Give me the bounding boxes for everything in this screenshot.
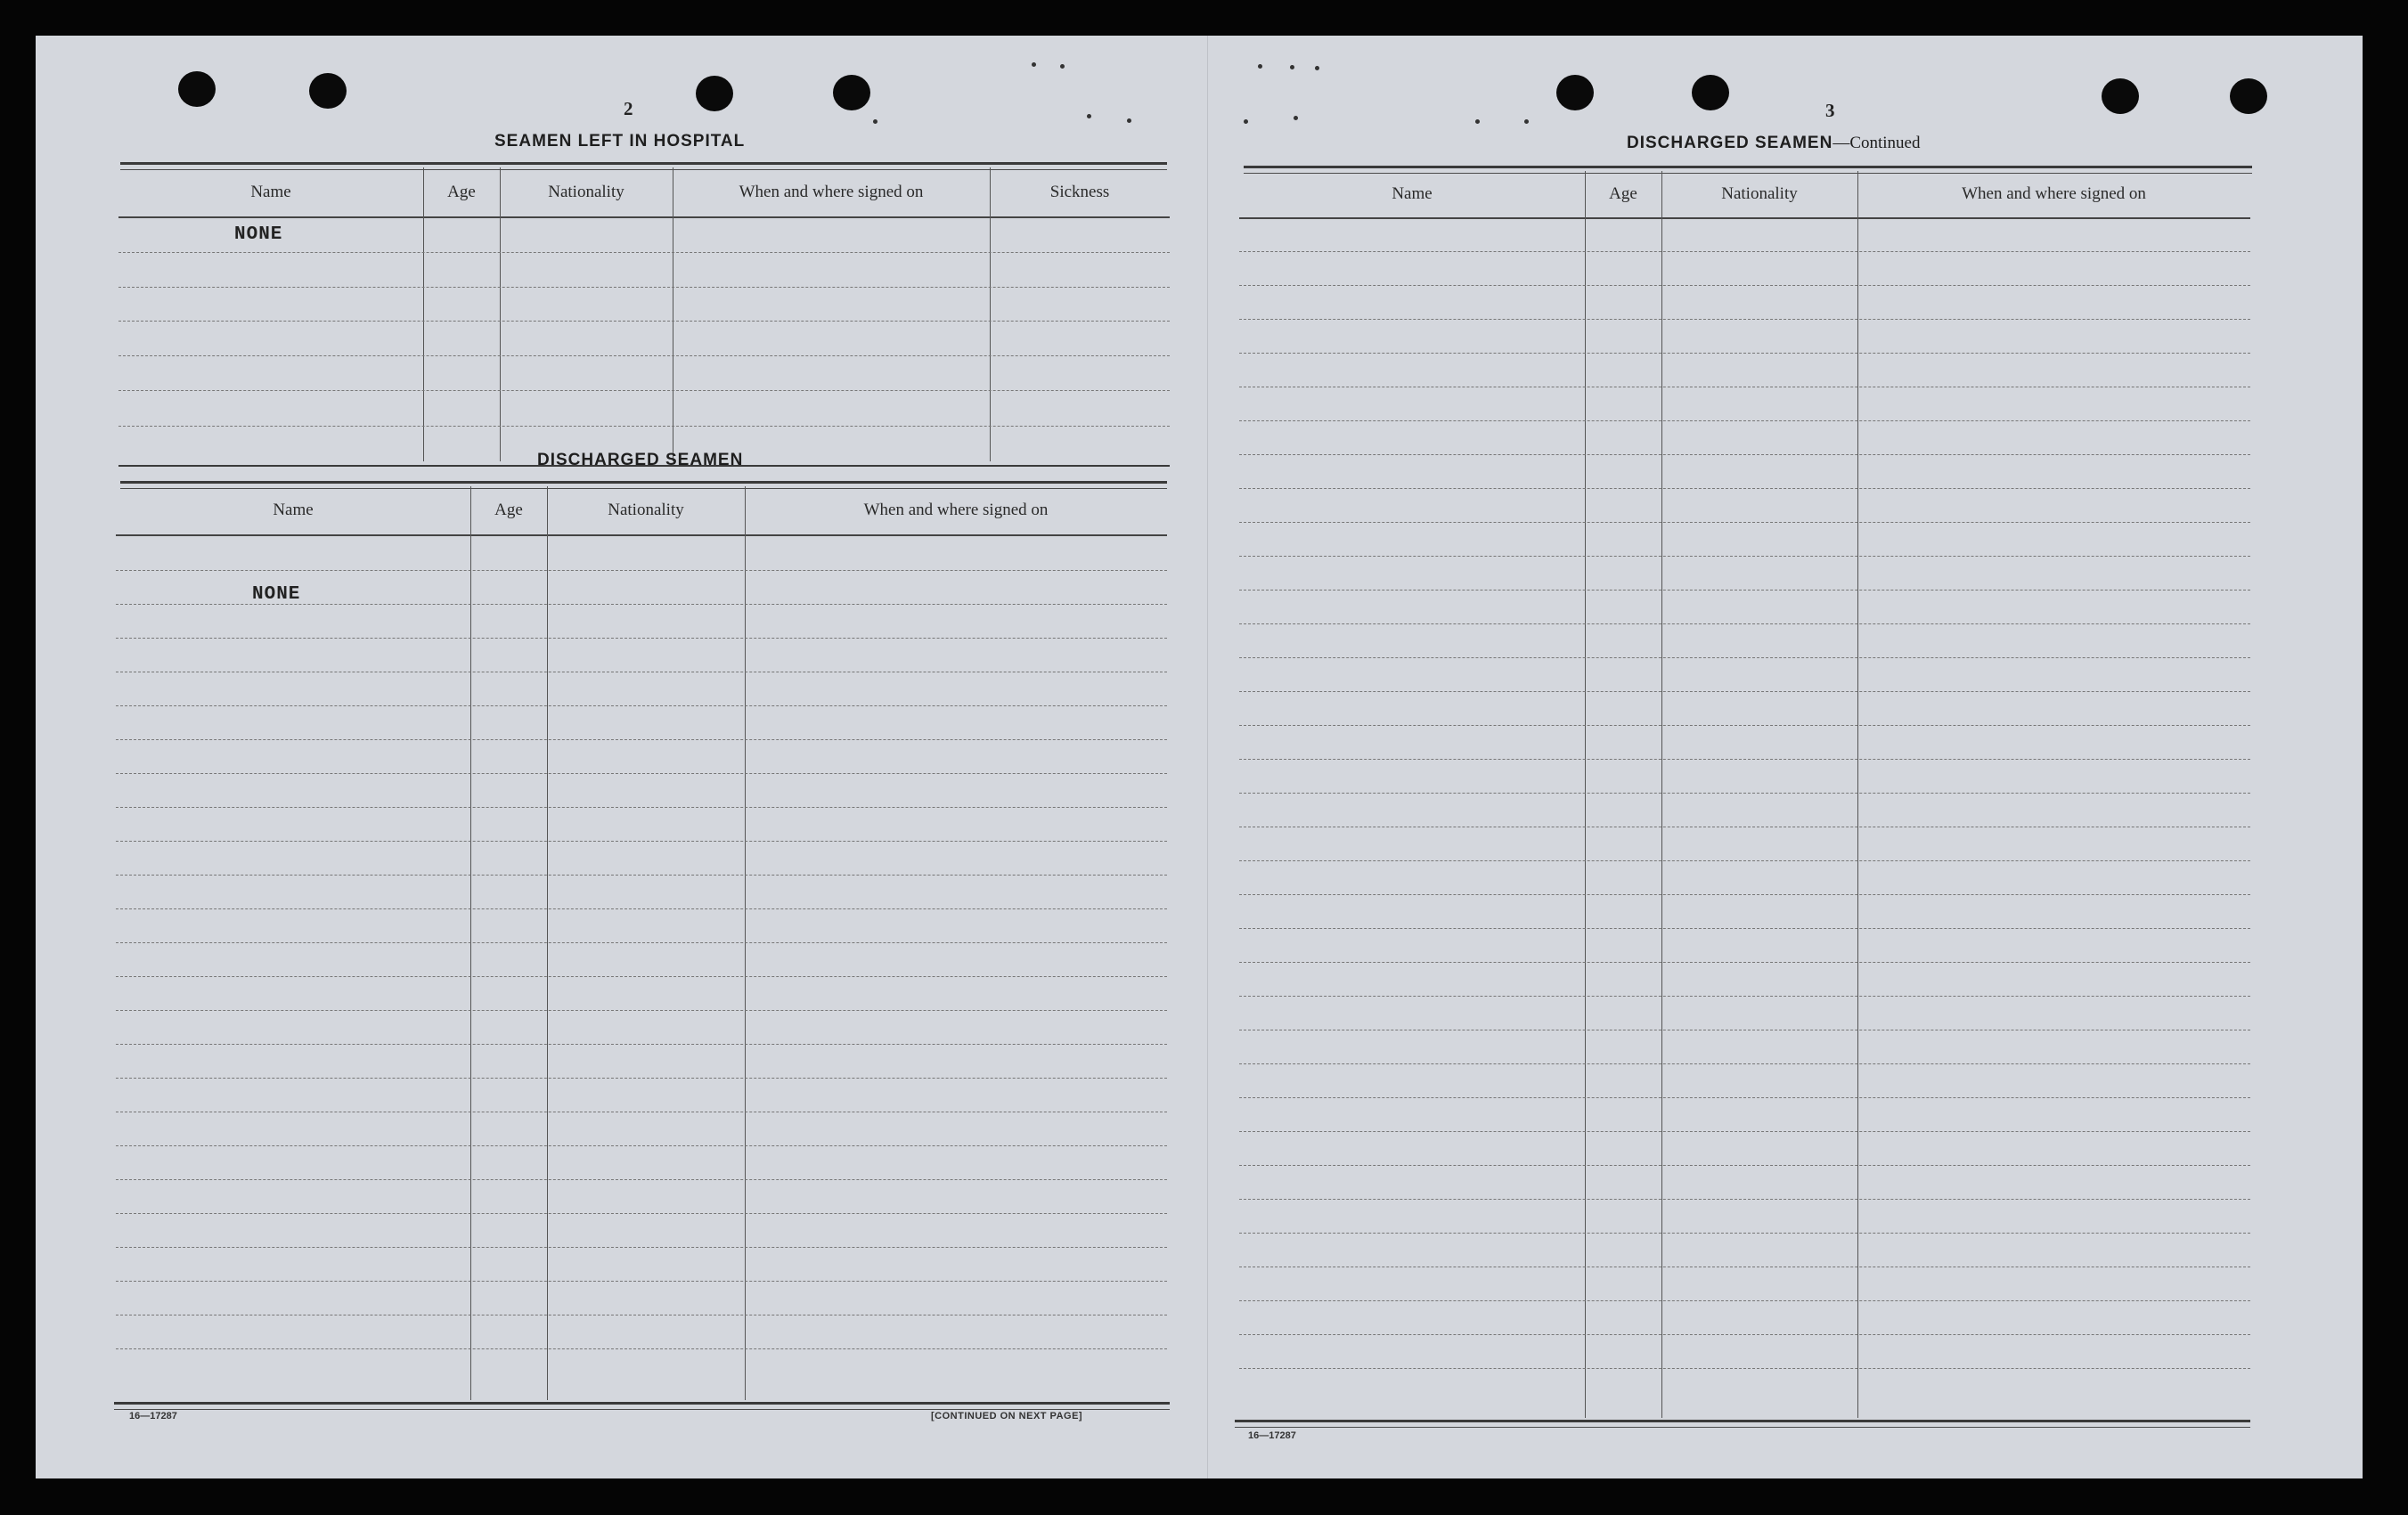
column-header-signed-on: When and where signed on bbox=[863, 501, 1049, 519]
speck-icon bbox=[1060, 64, 1065, 69]
table-row bbox=[1239, 793, 2250, 794]
table-row bbox=[116, 875, 1167, 876]
table-row bbox=[116, 841, 1167, 842]
column-header-age: Age bbox=[494, 501, 523, 519]
table-row bbox=[1239, 285, 2250, 286]
table-row bbox=[1239, 1233, 2250, 1234]
table-row bbox=[116, 1010, 1167, 1011]
column-header-age: Age bbox=[1609, 184, 1637, 203]
table-row bbox=[1239, 894, 2250, 895]
column-divider bbox=[470, 486, 471, 1400]
table-row bbox=[1239, 590, 2250, 591]
punch-hole-icon bbox=[696, 76, 733, 111]
speck-icon bbox=[873, 119, 877, 124]
discharged-section-title: DISCHARGED SEAMEN bbox=[537, 451, 744, 469]
punch-hole-icon bbox=[309, 73, 347, 109]
table-row bbox=[118, 426, 1170, 427]
table-row bbox=[118, 252, 1170, 253]
table-header bbox=[118, 167, 1170, 218]
discharged-entry-none: NONE bbox=[252, 584, 301, 605]
table-row bbox=[1239, 1334, 2250, 1335]
column-divider bbox=[423, 167, 424, 461]
table-row bbox=[116, 807, 1167, 808]
column-header-nationality: Nationality bbox=[1721, 184, 1798, 203]
table-row bbox=[1239, 522, 2250, 523]
punch-hole-icon bbox=[2102, 78, 2139, 114]
punch-hole-icon bbox=[1556, 75, 1594, 110]
table-header bbox=[1239, 171, 2250, 219]
column-header-age: Age bbox=[447, 182, 476, 201]
document-scan bbox=[36, 36, 2363, 1478]
speck-icon bbox=[1244, 119, 1248, 124]
column-header-name: Name bbox=[1392, 184, 1433, 203]
column-header-name: Name bbox=[273, 501, 314, 519]
table-row bbox=[1239, 928, 2250, 929]
right-page bbox=[1207, 36, 2363, 1478]
table-row bbox=[116, 976, 1167, 977]
table-row bbox=[116, 773, 1167, 774]
table-row bbox=[116, 739, 1167, 740]
table-row bbox=[1239, 353, 2250, 354]
table-row bbox=[116, 1247, 1167, 1248]
column-divider bbox=[1857, 171, 1858, 1418]
hospital-table bbox=[118, 167, 1170, 463]
column-header-nationality: Nationality bbox=[548, 182, 624, 201]
table-row bbox=[118, 390, 1170, 391]
table-row bbox=[116, 1078, 1167, 1079]
table-row bbox=[1239, 1063, 2250, 1064]
table-row bbox=[116, 1145, 1167, 1146]
table-row bbox=[1239, 1165, 2250, 1166]
table-row bbox=[118, 321, 1170, 322]
table-row bbox=[1239, 454, 2250, 455]
column-header-sickness: Sickness bbox=[1049, 182, 1110, 201]
page-number: 2 bbox=[624, 98, 633, 119]
table-row bbox=[1239, 860, 2250, 861]
table-row bbox=[1239, 251, 2250, 252]
speck-icon bbox=[1032, 62, 1036, 67]
punch-hole-icon bbox=[1692, 75, 1729, 110]
discharged-continued-table bbox=[1239, 171, 2250, 1420]
speck-icon bbox=[1524, 119, 1529, 124]
form-code: 16—17287 bbox=[129, 1411, 177, 1421]
column-header-name: Name bbox=[250, 182, 291, 201]
table-row bbox=[1239, 488, 2250, 489]
column-header-nationality: Nationality bbox=[608, 501, 684, 519]
column-divider bbox=[745, 486, 746, 1400]
table-row bbox=[116, 638, 1167, 639]
table-row bbox=[1239, 1131, 2250, 1132]
column-divider bbox=[1661, 171, 1662, 1418]
table-row bbox=[1239, 1199, 2250, 1200]
speck-icon bbox=[1290, 65, 1294, 69]
punch-hole-icon bbox=[833, 75, 870, 110]
column-divider bbox=[990, 167, 991, 461]
table-row bbox=[1239, 1300, 2250, 1301]
page-number: 3 bbox=[1825, 100, 1835, 121]
table-row bbox=[1239, 420, 2250, 421]
table-row bbox=[116, 1348, 1167, 1349]
table-row bbox=[116, 908, 1167, 909]
table-row bbox=[1239, 556, 2250, 557]
hospital-section-title: SEAMEN LEFT IN HOSPITAL bbox=[494, 132, 746, 151]
table-row bbox=[1239, 759, 2250, 760]
speck-icon bbox=[1475, 119, 1480, 124]
discharged-table bbox=[116, 486, 1167, 1402]
continued-footnote: [CONTINUED ON NEXT PAGE] bbox=[931, 1411, 1083, 1421]
table-row bbox=[1239, 1097, 2250, 1098]
column-divider bbox=[1585, 171, 1586, 1418]
table-row bbox=[116, 1044, 1167, 1045]
speck-icon bbox=[1294, 116, 1298, 120]
speck-icon bbox=[1258, 64, 1262, 69]
table-row bbox=[116, 570, 1167, 571]
table-row bbox=[1239, 319, 2250, 320]
table-row bbox=[1239, 657, 2250, 658]
column-divider bbox=[547, 486, 548, 1400]
speck-icon bbox=[1087, 114, 1091, 118]
table-row bbox=[116, 942, 1167, 943]
column-divider bbox=[500, 167, 501, 461]
form-code: 16—17287 bbox=[1248, 1430, 1296, 1441]
speck-icon bbox=[1127, 118, 1131, 123]
table-row bbox=[1239, 691, 2250, 692]
table-row bbox=[116, 705, 1167, 706]
table-row bbox=[118, 355, 1170, 356]
table-row bbox=[1239, 962, 2250, 963]
table-row bbox=[116, 1213, 1167, 1214]
table-header bbox=[116, 486, 1167, 536]
punch-hole-icon bbox=[2230, 78, 2267, 114]
column-header-signed-on: When and where signed on bbox=[739, 182, 924, 201]
discharged-continued-title: DISCHARGED SEAMEN—Continued bbox=[1627, 134, 1921, 152]
table-row bbox=[116, 1281, 1167, 1282]
punch-hole-icon bbox=[178, 71, 216, 107]
table-row bbox=[1239, 623, 2250, 624]
section-rule bbox=[1235, 1420, 2250, 1428]
section-rule bbox=[114, 1402, 1170, 1410]
table-row bbox=[1239, 1368, 2250, 1369]
hospital-entry-none: NONE bbox=[234, 224, 283, 245]
left-page bbox=[36, 36, 1207, 1478]
table-row bbox=[118, 287, 1170, 288]
column-header-signed-on: When and where signed on bbox=[1962, 184, 2146, 203]
table-row bbox=[1239, 725, 2250, 726]
speck-icon bbox=[1315, 66, 1319, 70]
table-row bbox=[116, 1179, 1167, 1180]
table-row bbox=[1239, 996, 2250, 997]
